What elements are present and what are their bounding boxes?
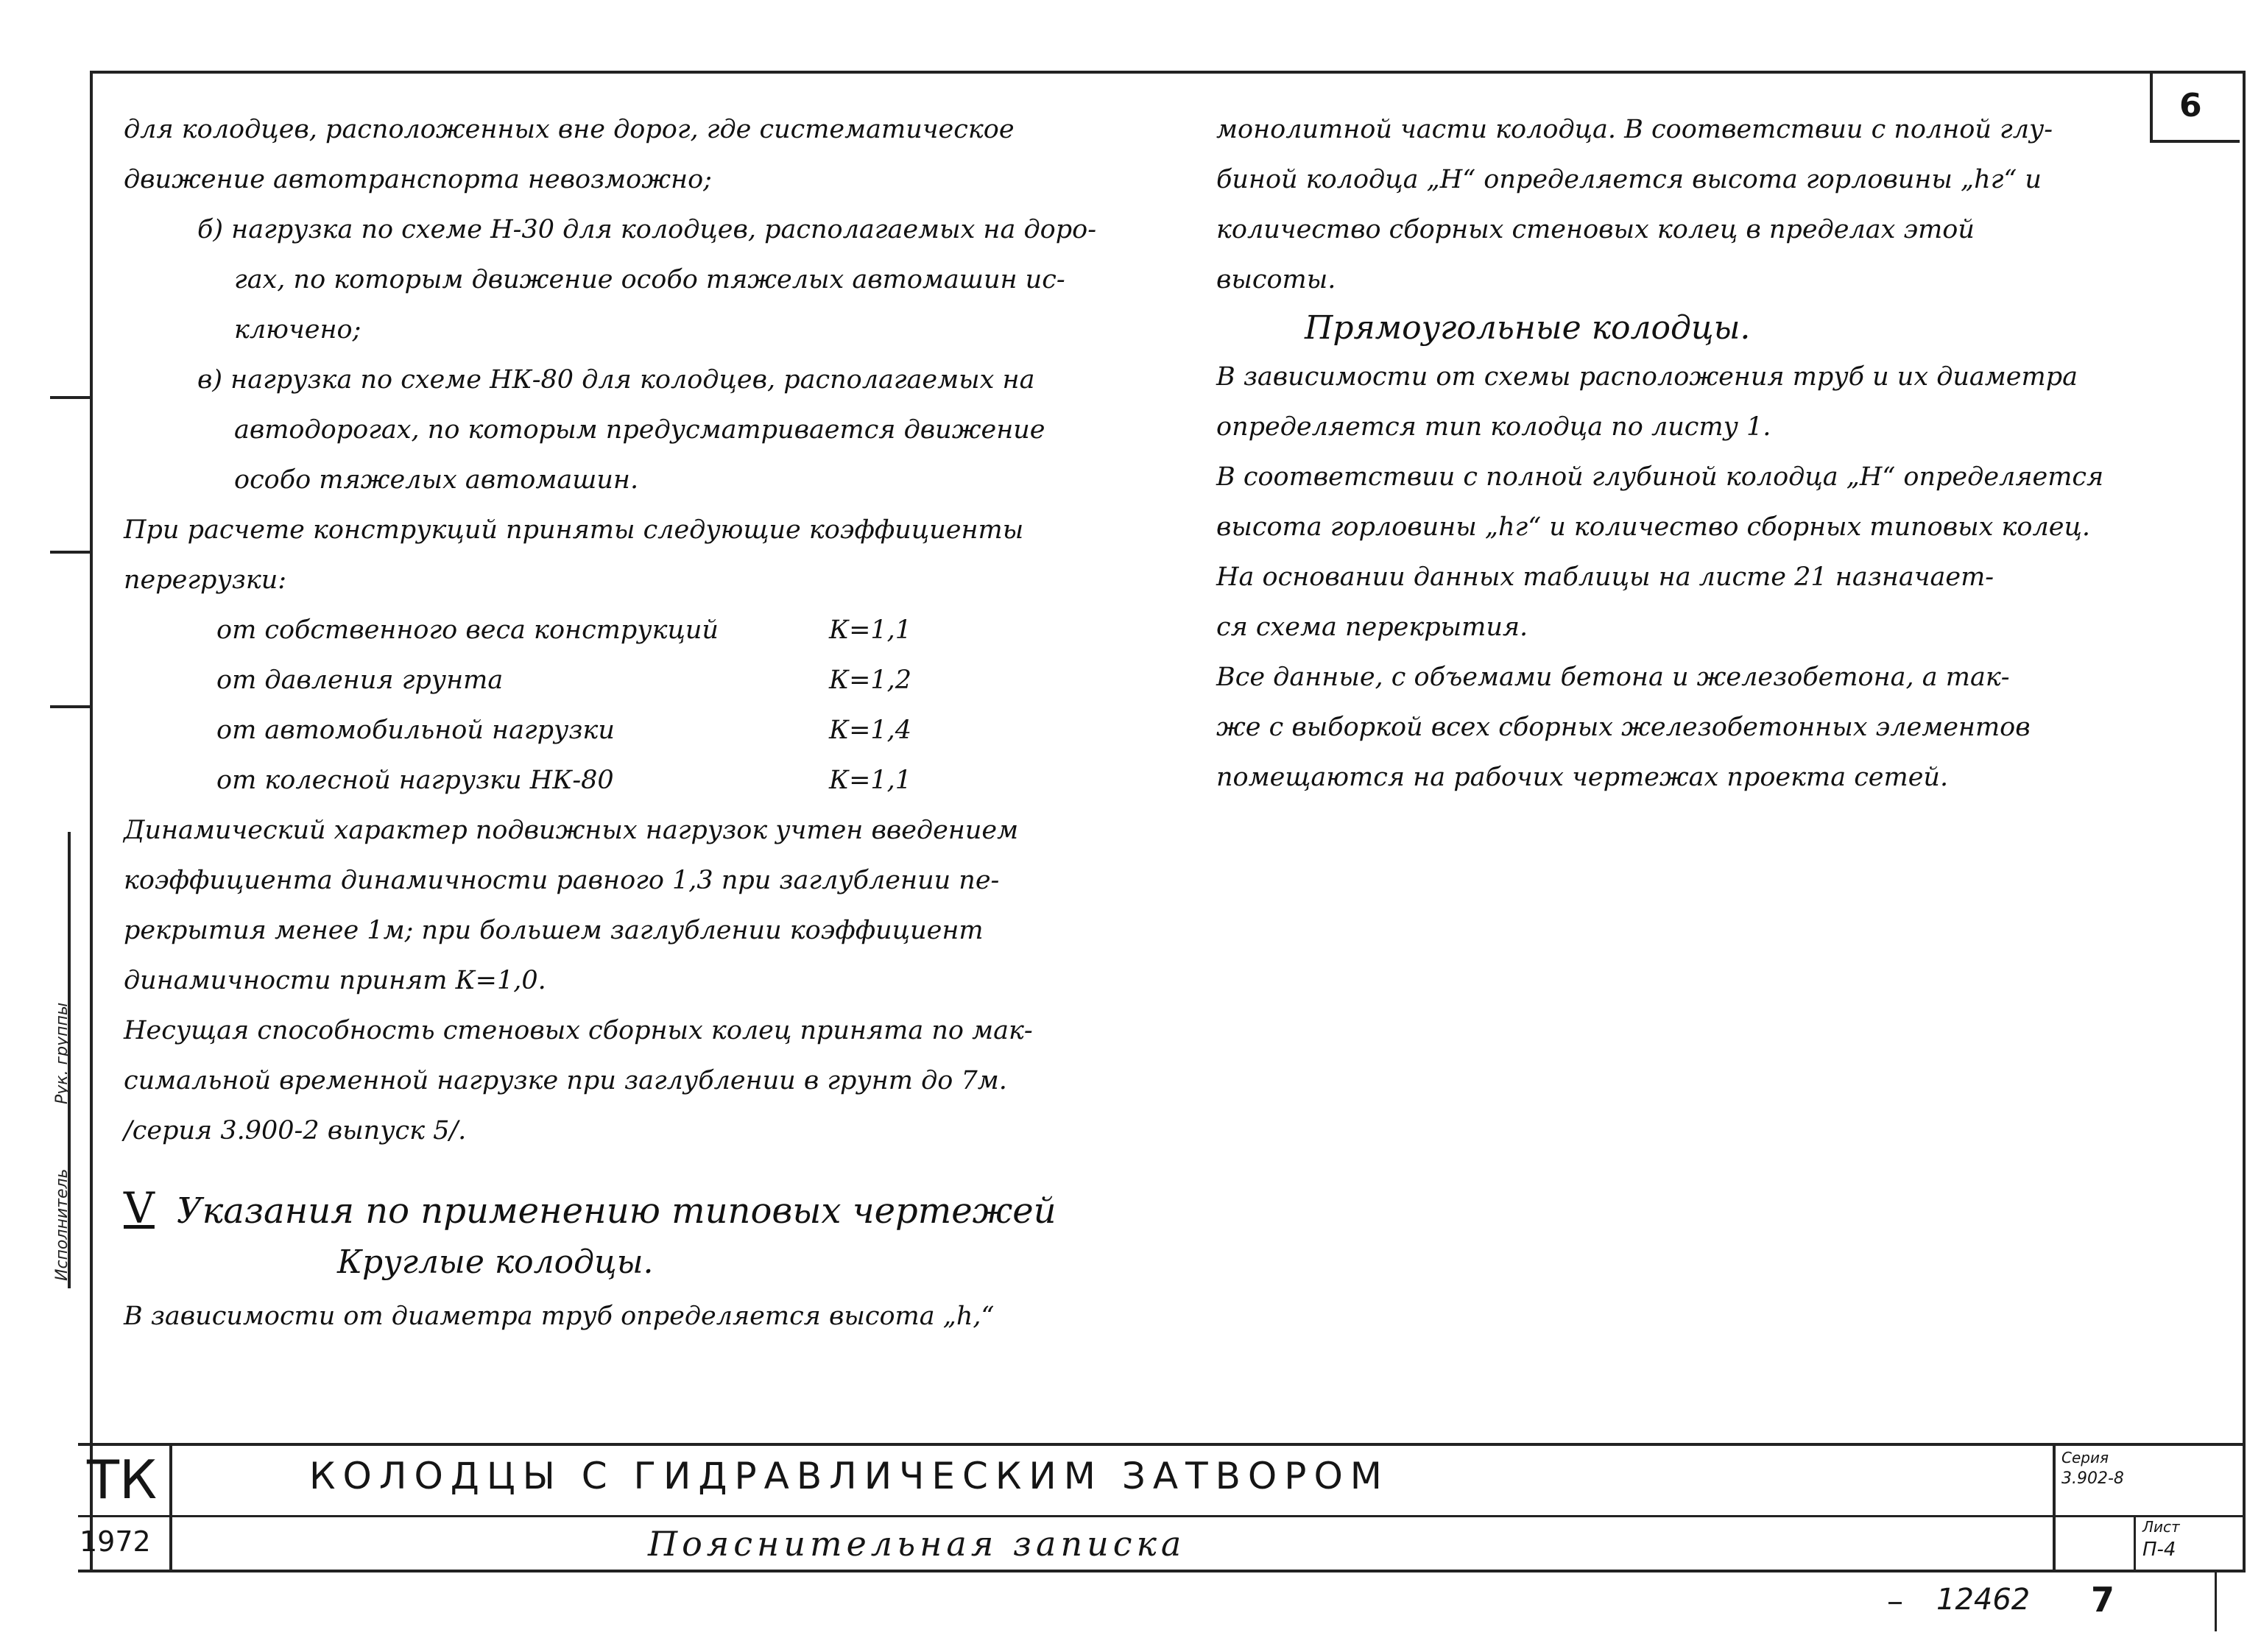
coefficient-value: К=1,4 (829, 716, 912, 745)
org-code: ТК (87, 1449, 158, 1511)
sheet-title: КОЛОДЦЫ С ГИДРАВЛИЧЕСКИМ ЗАТВОРОМ (309, 1455, 1389, 1497)
margin-tick (50, 396, 90, 399)
copy-mark: 7 (2091, 1580, 2115, 1620)
text-line: биной колодца „H“ определяется высота горловины „hг“ и (1216, 165, 2042, 194)
text-line: динамичности принят К=1,0. (124, 966, 546, 995)
text-line: Все данные, с объемами бетона и железобетона, а так- (1216, 663, 2010, 692)
list-item-b: гах, по которым движение особо тяжелых автомашин ис- (234, 265, 1065, 294)
section-heading (124, 1182, 1199, 1237)
margin-label-head: Рук. группы (53, 1002, 71, 1104)
text-line: Несущая способность стеновых сборных колец принята по мак- (124, 1016, 1033, 1045)
text-line: же с выборкой всех сборных железобетонных элементов (1216, 713, 2031, 742)
text-line: высота горловины „hг“ и количество сборных типовых колец. (1216, 512, 2091, 542)
sheet-label: Лист (2142, 1518, 2180, 1536)
coefficient-label: от собственного веса конструкций (216, 615, 719, 645)
text-line: В зависимости от схемы расположения труб и их диаметра (1216, 362, 2078, 392)
list-item-b: б) нагрузка по схеме Н-30 для колодцев, располагаемых на доро- (197, 215, 1097, 244)
text-line: монолитной части колодца. В соответствии с полной глу- (1216, 115, 2053, 144)
title-block-divider (2053, 1443, 2056, 1571)
coefficient-label: от автомобильной нагрузки (216, 716, 615, 745)
sheet-subtitle: Пояснительная записка (648, 1524, 1186, 1564)
text-line: ся схема перекрытия. (1216, 613, 1528, 642)
footer-edge-line (2215, 1572, 2217, 1631)
list-item-v: особо тяжелых автомашин. (234, 465, 639, 495)
title-block-divider (169, 1443, 172, 1571)
coefficient-label: от колесной нагрузки НК-80 (216, 766, 614, 795)
title-block-middle (78, 1515, 2243, 1517)
text-line: /серия 3.900-2 выпуск 5/. (124, 1116, 467, 1146)
section-title: Указания по применению типовых чертежей (176, 1190, 1057, 1232)
text-line: количество сборных стеновых колец в пределах этой (1216, 215, 1975, 244)
coefficient-value: К=1,1 (829, 766, 912, 795)
text-line: коэффициента динамичности равного 1,3 при заглублении пе- (124, 866, 1000, 895)
coefficient-label: от давления грунта (216, 666, 504, 695)
title-block-bottom (78, 1570, 2243, 1572)
page-number: 6 (2179, 87, 2202, 124)
title-block-divider (2134, 1515, 2136, 1571)
list-item-v: автодорогах, по которым предусматривается движение (234, 415, 1045, 445)
text-line: На основании данных таблицы на листе 21 назначает- (1216, 562, 1994, 592)
margin-tick (50, 705, 90, 708)
series-label: Серия (2061, 1449, 2109, 1466)
footer-dash (1888, 1602, 1902, 1604)
round-wells-heading: Круглые колодцы. (337, 1243, 654, 1281)
coefficient-value: К=1,1 (829, 615, 912, 645)
archive-number: 12462 (1936, 1583, 2031, 1617)
coefficient-value: К=1,2 (829, 666, 912, 695)
text-line: Динамический характер подвижных нагрузок учтен введением (124, 816, 1019, 845)
text-line: рекрытия менее 1м; при большем заглублении коэффициент (124, 916, 984, 945)
text-line: В соответствии с полной глубиной колодца „H“ определяется (1216, 462, 2104, 492)
coefficient-row (124, 705, 1199, 755)
text-line: движение автотранспорта невозможно; (124, 165, 712, 194)
section-number: V (124, 1183, 155, 1233)
text-line: перегрузки: (124, 565, 287, 595)
text-line: для колодцев, расположенных вне дорог, где систематическое (124, 115, 1015, 144)
text-line: В зависимости от диаметра труб определяется высота „h,“ (124, 1302, 995, 1331)
list-item-v: в) нагрузка по схеме НК-80 для колодцев, располагаемых на (197, 365, 1035, 395)
coefficient-row (124, 755, 1199, 805)
margin-tick (50, 551, 90, 554)
text-line: симальной временной нагрузке при заглублении в грунт до 7м. (124, 1066, 1007, 1095)
coefficient-row (124, 655, 1199, 705)
year: 1972 (80, 1525, 151, 1558)
sheet-value: П-4 (2142, 1539, 2176, 1561)
series-value: 3.902-8 (2061, 1469, 2124, 1488)
text-line: определяется тип колодца по листу 1. (1216, 412, 1771, 442)
margin-label-executor: Исполнитель (53, 1168, 71, 1281)
rect-wells-heading: Прямоугольные колодцы. (1305, 309, 1751, 347)
text-line: помещаются на рабочих чертежах проекта сетей. (1216, 763, 1949, 792)
list-item-b: ключено; (234, 315, 361, 345)
coefficient-row (124, 605, 1199, 655)
title-block-top (78, 1443, 2243, 1446)
left-column (124, 105, 1199, 1341)
right-column (1216, 105, 2188, 802)
text-line: высоты. (1216, 265, 1336, 294)
text-line: При расчете конструкций приняты следующие коэффициенты (124, 515, 1024, 545)
